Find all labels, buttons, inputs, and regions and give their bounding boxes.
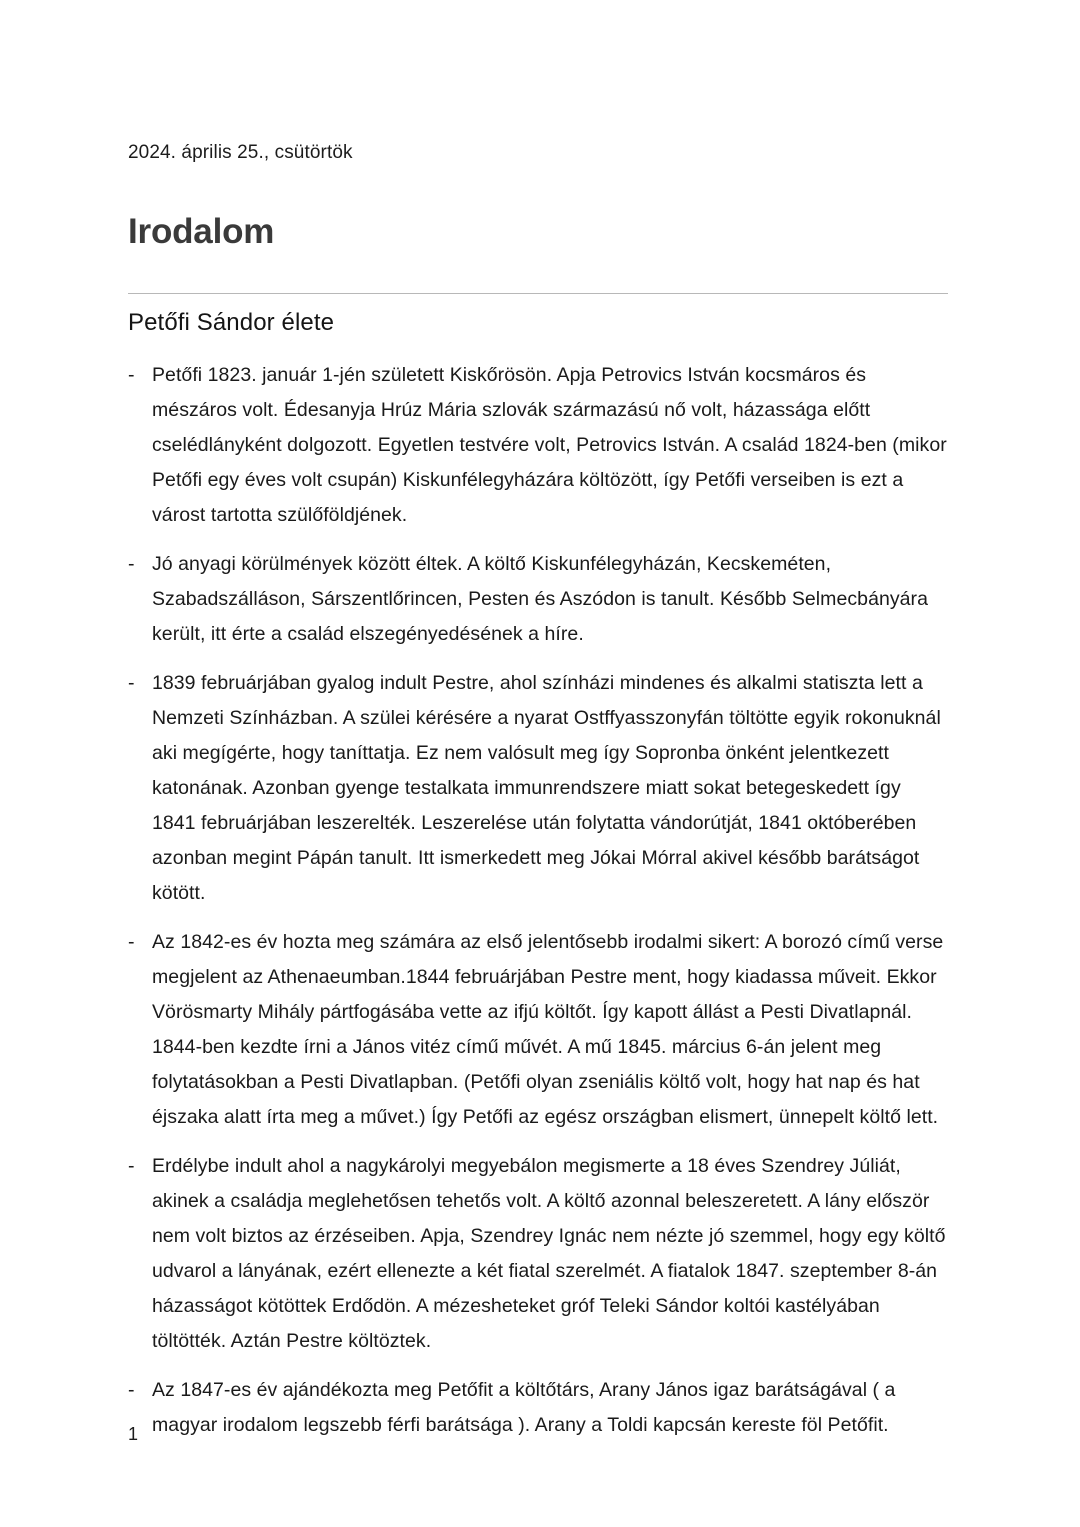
list-item bbox=[128, 925, 948, 1135]
list-item-text: Jó anyagi körülmények között éltek. A költő Kiskunfélegyházán, Kecskeméten, Szabadszálláson, Sárszentlőrincen, Pesten és Aszódon is tanult. Később Selmecbányára került, itt érte a család elszegényedésének a híre. bbox=[152, 552, 928, 645]
list-item-text: Az 1842-es év hozta meg számára az első jelentősebb irodalmi sikert: A borozó című verse megjelent az Athenaeumban.1844 februárjában Pestre ment, hogy kiadassa műveit. Ekkor Vörösmarty Mihály pártfogásába vette az ifjú költőt. Így kapott állást a Pesti Divatlapnál. 1844-ben kezdte írni a János vitéz című művét. A mű 1845. március 6-án jelent meg folytatásokban a Pesti Divatlapban. (Petőfi olyan zseniális költő volt, hogy hat nap és hat éjszaka alatt írta meg a művet.) Így Petőfi az egész országban elismert, ünnepelt költő lett. bbox=[152, 930, 944, 1128]
list-item bbox=[128, 1373, 948, 1443]
document-content bbox=[128, 0, 948, 1443]
bullet-dash-icon: - bbox=[128, 671, 135, 694]
bullet-dash-icon: - bbox=[128, 1154, 135, 1177]
section-heading: Petőfi Sándor élete bbox=[128, 309, 335, 336]
list-item-text: Erdélybe indult ahol a nagykárolyi megyebálon megismerte a 18 éves Szendrey Júliát, akinek a családja meglehetősen tehetős volt. A költő azonnal beleszeretett. A lány először nem volt biztos az érzéseiben. Apja, Szendrey Ignác nem nézte jó szemmel, hogy egy költő udvarol a lányának, ezért ellenezte a két fiatal szerelmét. A fiatalok 1847. szeptember 8-án házasságot kötöttek Erdődön. A mézesheteket gróf Teleki Sándor koltói kastélyában töltötték. Aztán Pestre költöztek. bbox=[152, 1154, 946, 1352]
bullet-list bbox=[128, 358, 948, 1443]
title-divider bbox=[128, 293, 948, 294]
page-number: 1 bbox=[128, 1424, 139, 1444]
list-item-text: Az 1847-es év ajándékozta meg Petőfit a költőtárs, Arany János igaz barátságával ( a magyar irodalom legszebb férfi barátsága ). Arany a Toldi kapcsán kereste föl Petőfit. bbox=[152, 1378, 896, 1436]
bullet-dash-icon: - bbox=[128, 552, 135, 575]
list-item bbox=[128, 666, 948, 911]
bullet-dash-icon: - bbox=[128, 930, 135, 953]
bullet-dash-icon: - bbox=[128, 363, 135, 386]
bullet-dash-icon: - bbox=[128, 1378, 135, 1401]
page-title: Irodalom bbox=[128, 212, 275, 251]
list-item-text: 1839 februárjában gyalog indult Pestre, ahol színházi mindenes és alkalmi statiszta lett a Nemzeti Színházban. A szülei kérésére a nyarat Ostffyasszonyfán töltötte egyik rokonuknál aki megígérte, hogy taníttatja. Ez nem valósult meg így Sopronba önként jelentkezett katonának. Azonban gyenge testalkata immunrendszere miatt sokat betegeskedett így 1841 februárjában leszerelték. Leszerelése után folytatta vándorútját, 1841 októberében azonban megint Pápán tanult. Itt ismerkedett meg Jókai Mórral akivel később barátságot kötött. bbox=[152, 671, 941, 904]
list-item bbox=[128, 1149, 948, 1359]
list-item bbox=[128, 358, 948, 533]
list-item-text: Petőfi 1823. január 1-jén született Kiskőrösön. Apja Petrovics István kocsmáros és mészáros volt. Édesanyja Hrúz Mária szlovák származású nő volt, házassága előtt cselédlányként dolgozott. Egyetlen testvére volt, Petrovics István. A család 1824-ben (mikor Petőfi egy éves volt csupán) Kiskunfélegyházára költözött, így Petőfi verseiben is ezt a várost tartotta szülőföldjének. bbox=[152, 363, 947, 526]
document-date: 2024. április 25., csütörtök bbox=[128, 142, 353, 163]
list-item bbox=[128, 547, 948, 652]
